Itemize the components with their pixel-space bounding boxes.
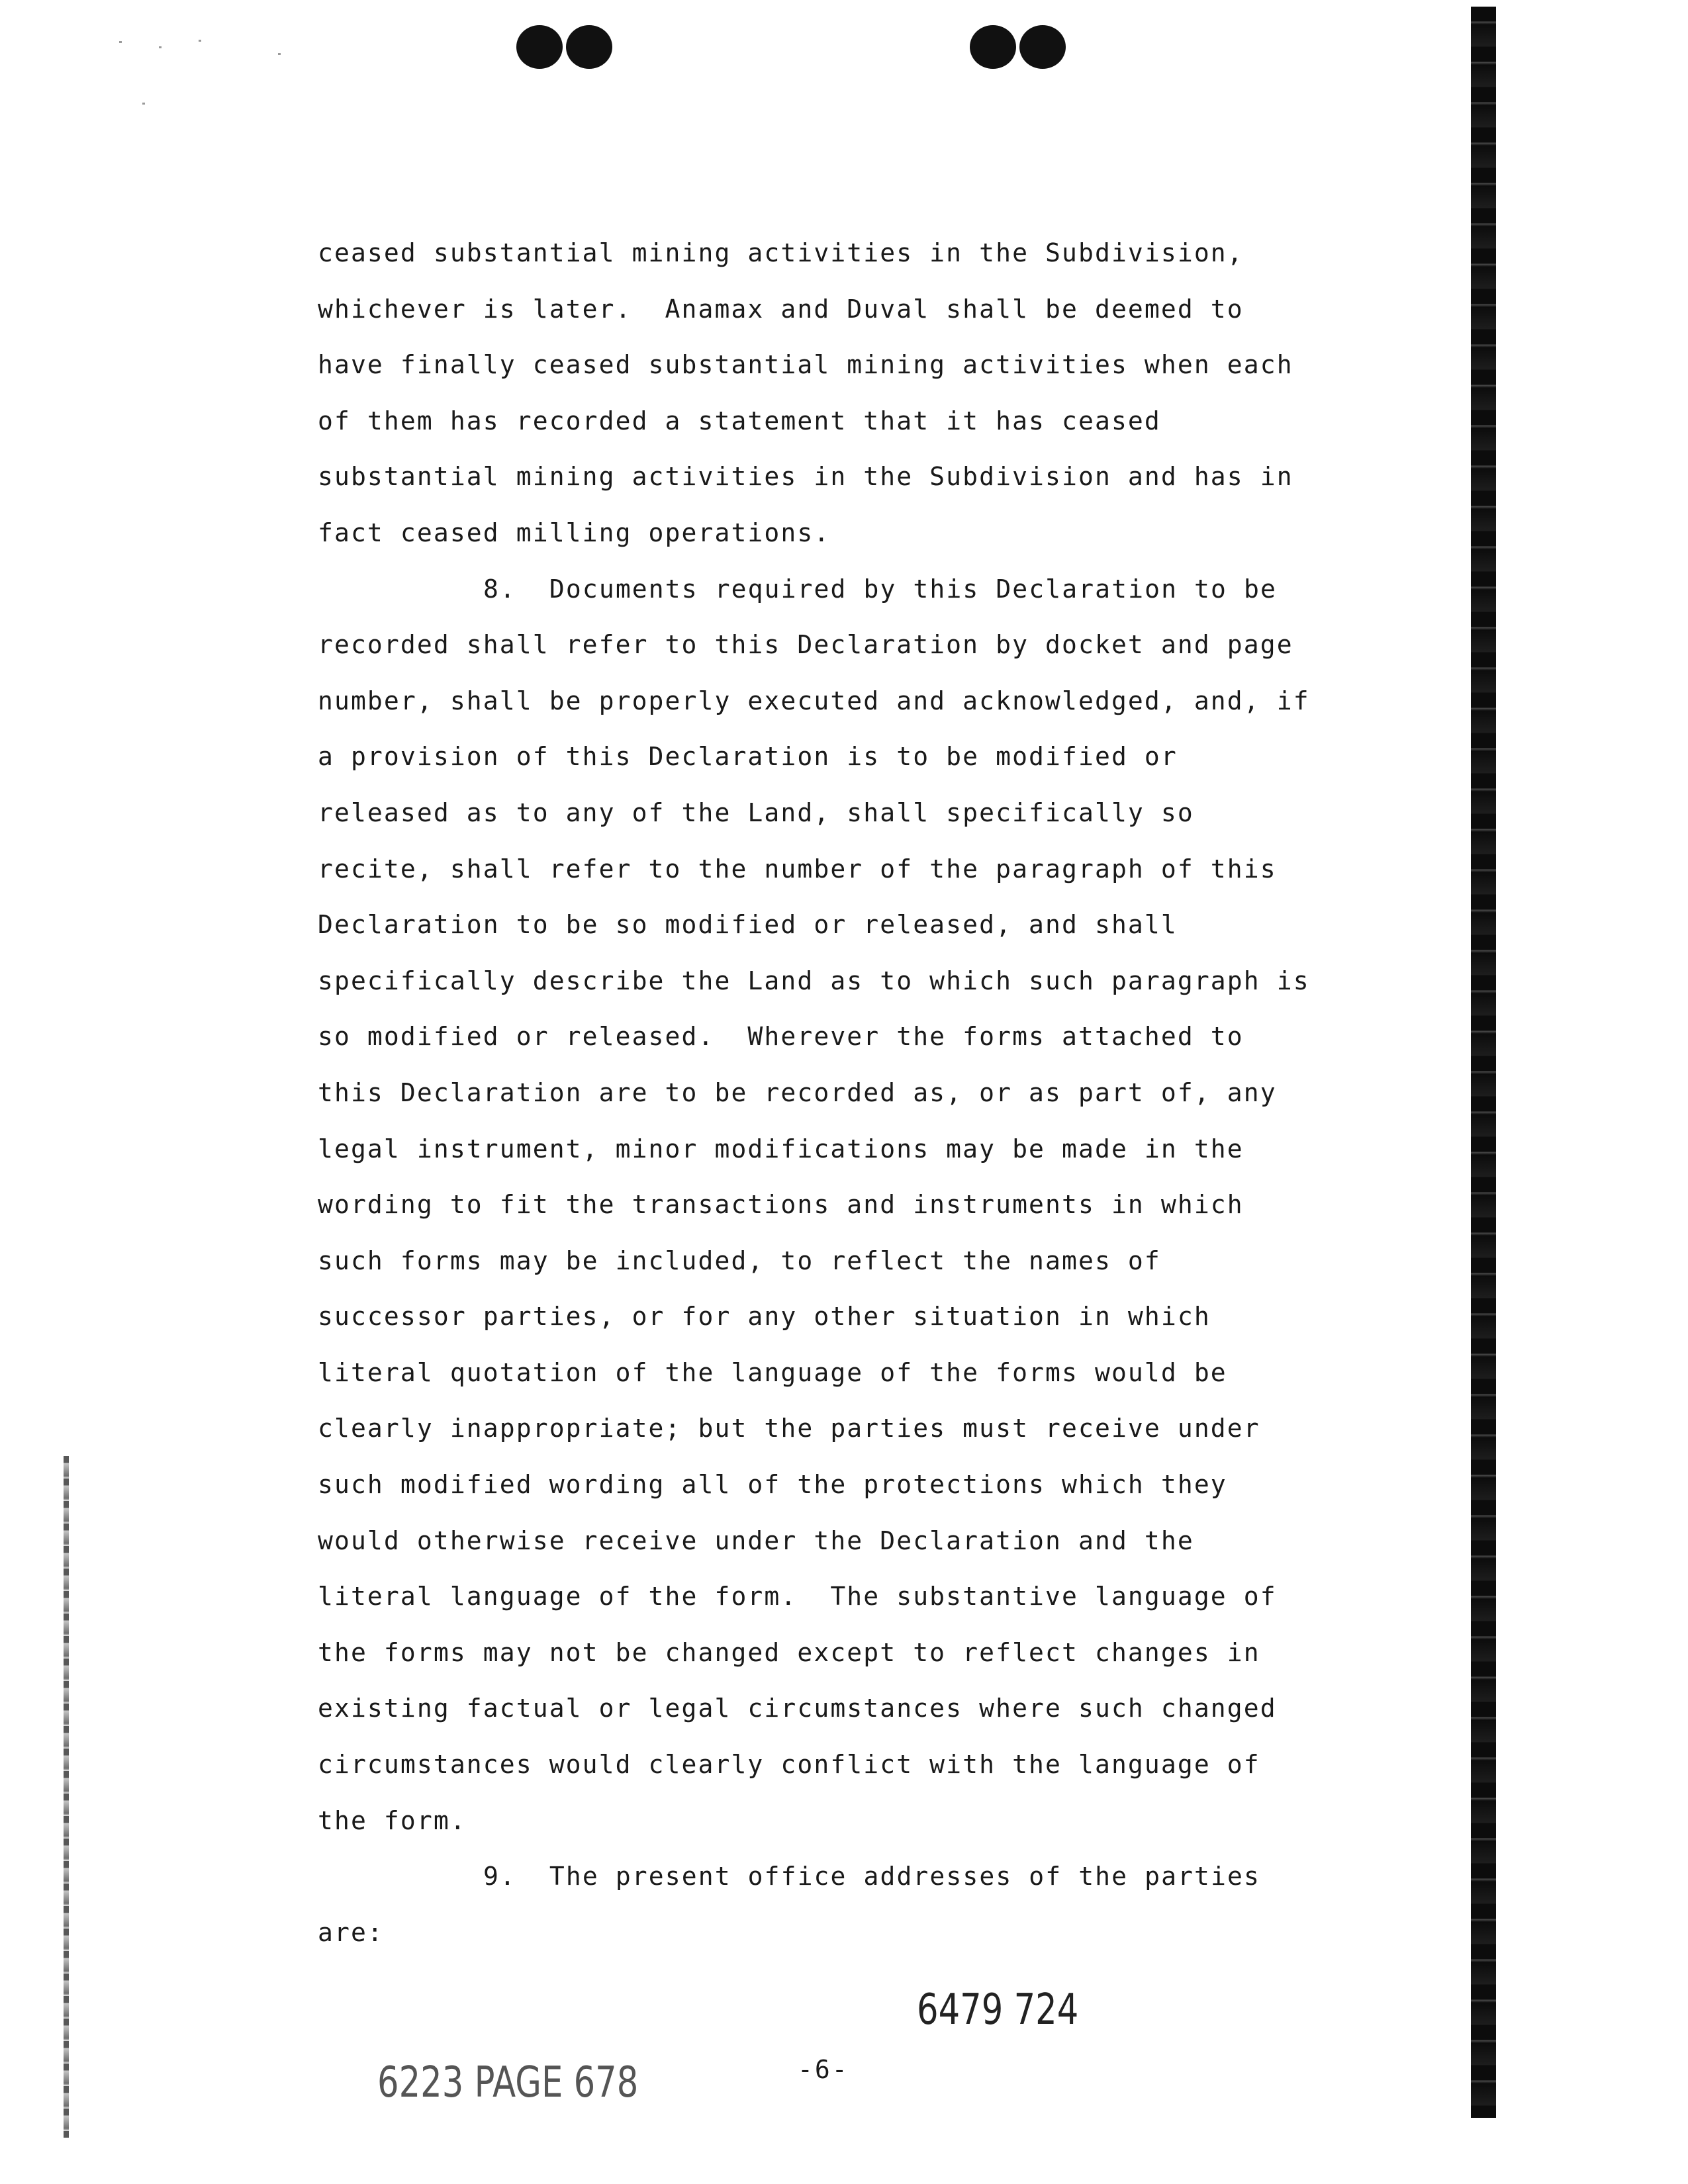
- text-line: substantial mining activities in the Subdivision and has in: [318, 462, 1293, 492]
- text-line: number, shall be properly executed and acknowledged, and, if: [318, 686, 1310, 715]
- scan-speck: [142, 103, 145, 105]
- scan-edge-right: [1471, 7, 1496, 2118]
- text-line: the forms may not be changed except to reflect changes in: [318, 1637, 1260, 1667]
- text-line: a provision of this Declaration is to be modified or: [318, 742, 1178, 772]
- page-number: -6-: [798, 2055, 849, 2084]
- text-line: have finally ceased substantial mining activities when each: [318, 350, 1293, 380]
- text-line: recite, shall refer to the number of the paragraph of this: [318, 854, 1277, 884]
- punch-hole-right-2: [1019, 25, 1066, 69]
- punch-hole-left-2: [566, 25, 612, 69]
- docket-stamp-left: 6223 PAGE 678: [377, 2058, 639, 2107]
- paragraph-9-start: 9. The present office addresses of the parties: [483, 1862, 1260, 1891]
- text-line: circumstances would clearly conflict with the language of: [318, 1750, 1260, 1780]
- scan-edge-left: [64, 1456, 69, 2138]
- text-line: legal instrument, minor modifications may be made in the: [318, 1134, 1244, 1163]
- scan-speck: [159, 46, 162, 48]
- text-line: released as to any of the Land, shall specifically so: [318, 797, 1194, 827]
- text-line: the form.: [318, 1805, 467, 1835]
- text-line: fact ceased milling operations.: [318, 518, 831, 547]
- text-line: specifically describe the Land as to which such paragraph is: [318, 966, 1310, 995]
- text-line: existing factual or legal circumstances where such changed: [318, 1694, 1277, 1723]
- scan-speck: [119, 41, 122, 43]
- text-line: so modified or released. Wherever the forms attached to: [318, 1022, 1244, 1052]
- text-line: literal language of the form. The substantive language of: [318, 1582, 1277, 1612]
- paragraph-8-start: 8. Documents required by this Declaration to be: [483, 574, 1277, 604]
- text-line: ceased substantial mining activities in the Subdivision,: [318, 238, 1244, 267]
- text-line: literal quotation of the language of the forms would be: [318, 1357, 1227, 1387]
- text-line: would otherwise receive under the Declaration and the: [318, 1525, 1194, 1555]
- text-line: this Declaration are to be recorded as, or as part of, any: [318, 1077, 1277, 1107]
- scan-speck: [278, 53, 281, 55]
- text-line: Declaration to be so modified or released, and shall: [318, 910, 1178, 940]
- text-line: such modified wording all of the protections which they: [318, 1470, 1227, 1500]
- punch-hole-left-1: [516, 25, 563, 69]
- text-line: clearly inappropriate; but the parties must receive under: [318, 1414, 1260, 1443]
- text-line: whichever is later. Anamax and Duval shall be deemed to: [318, 294, 1244, 324]
- text-line: of them has recorded a statement that it has ceased: [318, 406, 1161, 435]
- text-line: wording to fit the transactions and instruments in which: [318, 1190, 1244, 1220]
- text-line: recorded shall refer to this Declaration by docket and page: [318, 630, 1293, 660]
- text-line: successor parties, or for any other situation in which: [318, 1302, 1211, 1332]
- document-body: [318, 225, 1350, 1960]
- punch-hole-right-1: [970, 25, 1016, 69]
- text-line: such forms may be included, to reflect the names of: [318, 1246, 1161, 1275]
- scan-speck: [199, 40, 201, 42]
- text-line: are:: [318, 1917, 384, 1947]
- docket-stamp-right: 6479 724: [917, 1985, 1079, 2034]
